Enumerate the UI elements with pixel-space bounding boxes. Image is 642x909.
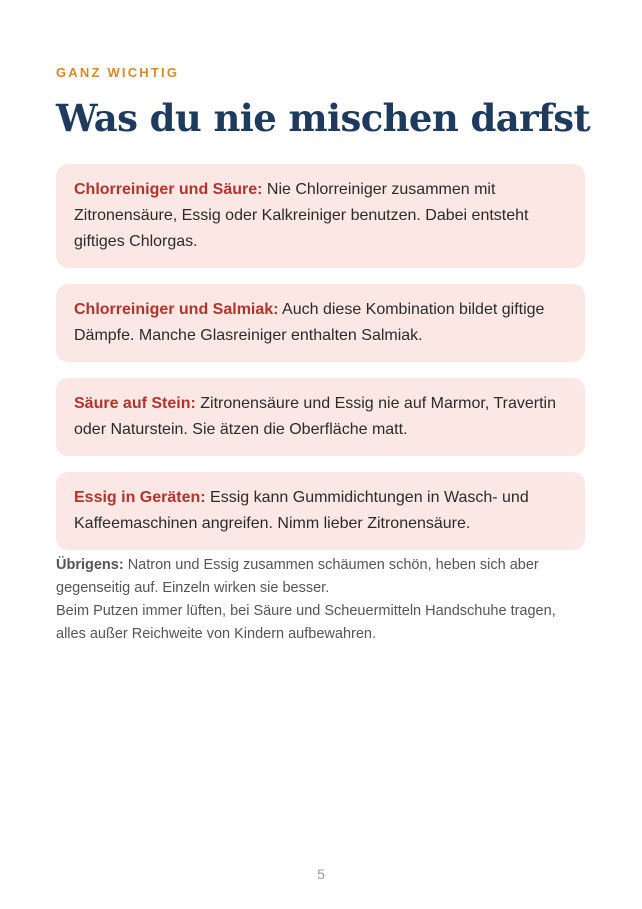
page-number: 5 (317, 866, 325, 882)
page-title: Was du nie mischen darfst (56, 96, 591, 140)
note-text: Natron und Essig zusammen schäumen schön, heben sich aber gegenseitig auf. Einzeln wirken sie besser. (56, 557, 539, 596)
warning-label: Säure auf Stein: (74, 395, 196, 412)
safety-paragraph: Beim Putzen immer lüften, bei Säure und Scheuermitteln Handschuhe tragen, alles außer Reichweite von Kindern aufbewahren. (56, 603, 556, 642)
warning-card-chlor-saeure (56, 164, 585, 268)
warning-text: Zitronensäure und Essig nie auf Marmor, Travertin oder Naturstein. Sie ätzen die Oberfläche matt. (74, 395, 556, 438)
warning-label: Essig in Geräten: (74, 489, 206, 506)
warning-card-saeure-stein (56, 378, 585, 456)
warning-text: Essig kann Gummidichtungen in Wasch- und Kaffeemaschinen angreifen. Nimm lieber Zitronensäure. (74, 489, 529, 532)
section-eyebrow: GANZ WICHTIG (56, 65, 180, 80)
warning-label: Chlorreiniger und Säure: (74, 181, 263, 198)
warning-text: Nie Chlorreiniger zusammen mit Zitronensäure, Essig oder Kalkreiniger benutzen. Dabei entsteht giftiges Chlorgas. (74, 181, 529, 250)
warning-label: Chlorreiniger und Salmiak: (74, 301, 279, 318)
note-paragraph (56, 554, 585, 600)
side-note (56, 554, 585, 646)
warning-card-chlor-salmiak (56, 284, 585, 362)
warning-card-essig-geraete (56, 472, 585, 550)
warning-text: Auch diese Kombination bildet giftige Dämpfe. Manche Glasreiniger enthalten Salmiak. (74, 301, 545, 344)
warning-list (56, 164, 585, 566)
note-label: Übrigens: (56, 557, 124, 573)
